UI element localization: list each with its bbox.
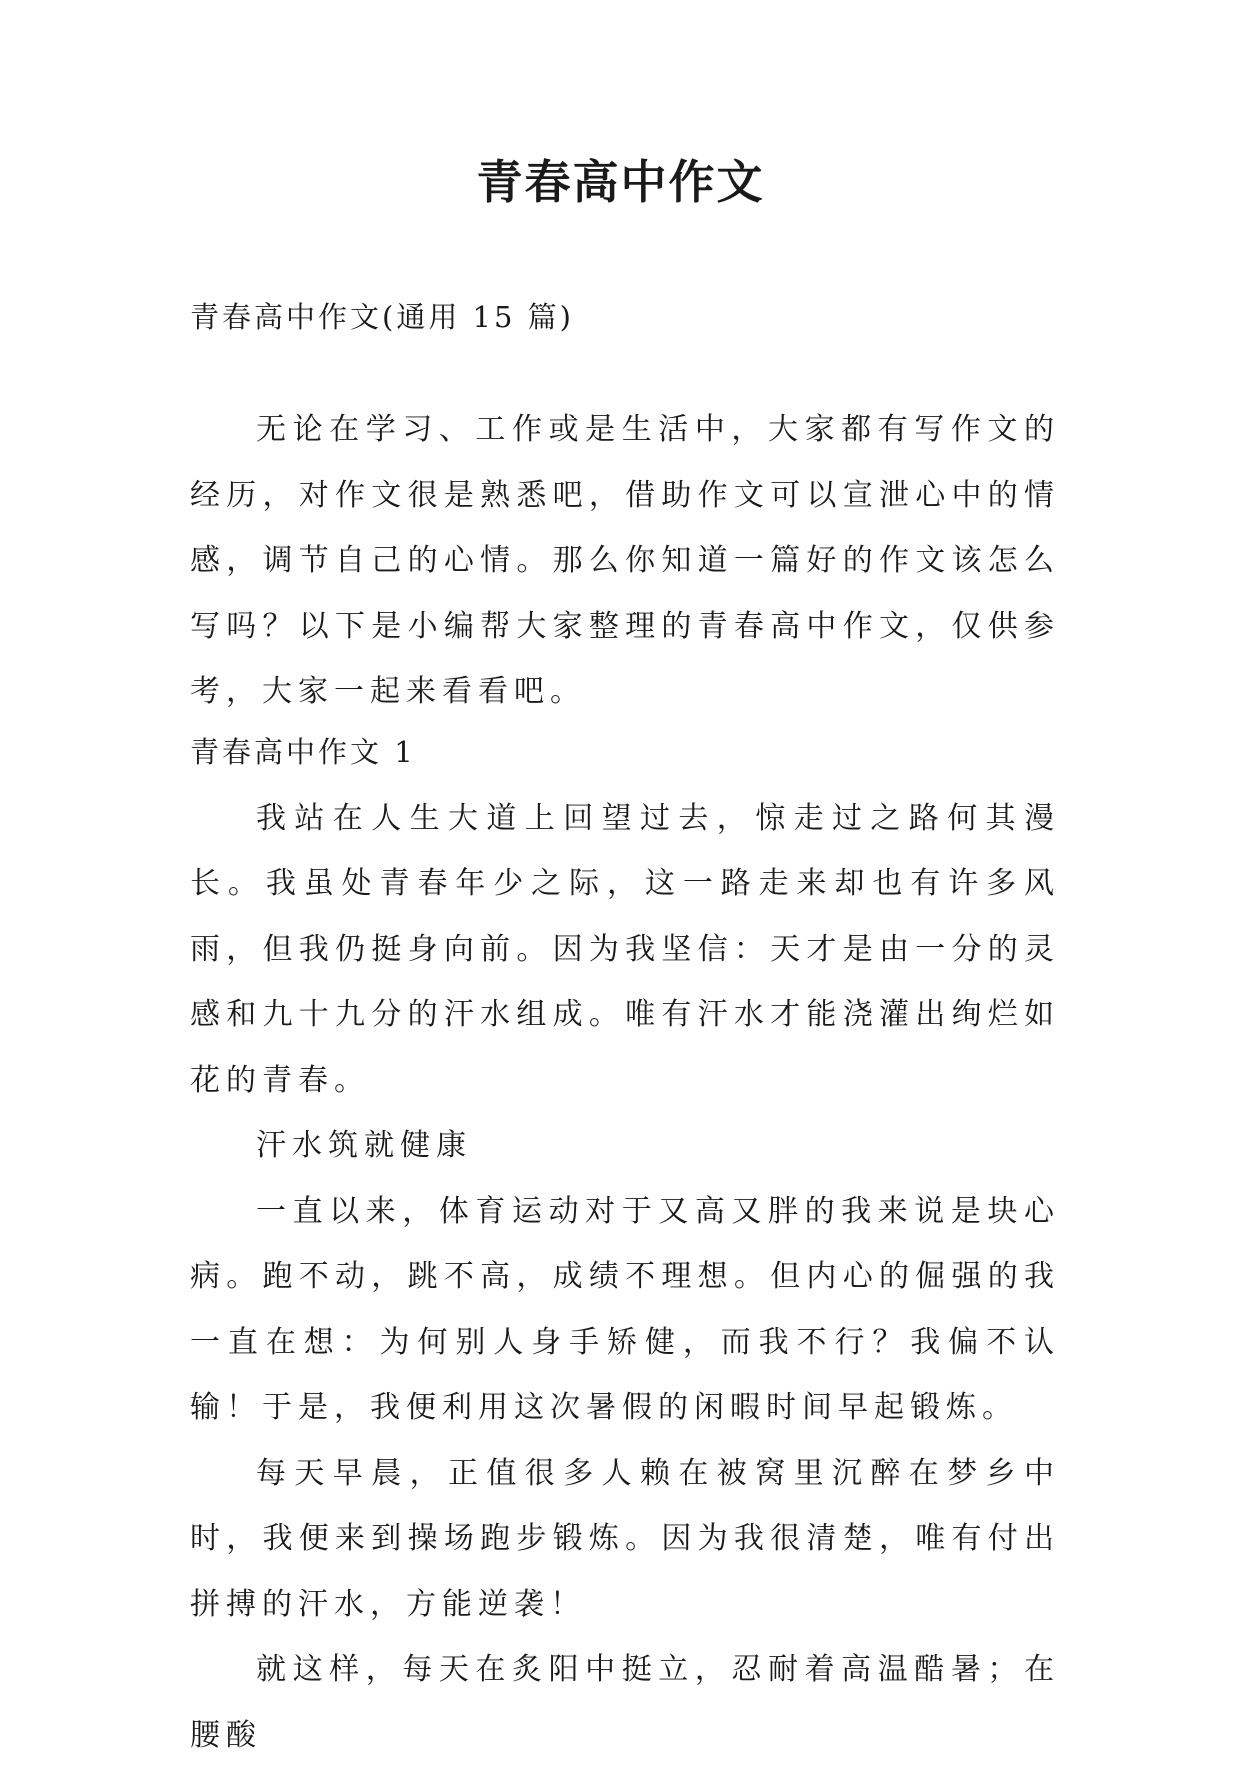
section-heading: 青春高中作文 1 [190, 735, 416, 769]
document-title: 青春高中作文 [476, 155, 765, 209]
section-1 [190, 720, 1060, 1768]
body-paragraph: 我站在人生大道上回望过去，惊走过之路何其漫长。我虽处青春年少之际，这一路走来却也有许多风雨，但我仍挺身向前。因为我坚信：天才是由一分的灵感和九十九分的汗水组成。唯有汗水才能浇灌出绚烂如花的青春。 [190, 800, 1060, 1098]
document-subtitle: 青春高中作文(通用 15 篇) [190, 300, 574, 334]
intro-block [190, 397, 1060, 725]
body-paragraph: 每天早晨，正值很多人赖在被窝里沉醉在梦乡中时，我便来到操场跑步锻炼。因为我很清楚，唯有付出拼搏的汗水，方能逆袭！ [190, 1455, 1060, 1622]
body-paragraph: 就这样，每天在炙阳中挺立，忍耐着高温酷暑；在腰酸 [190, 1652, 1060, 1753]
intro-paragraph: 无论在学习、工作或是生活中，大家都有写作文的经历，对作文很是熟悉吧，借助作文可以宣泄心中的情感，调节自己的心情。那么你知道一篇好的作文该怎么写吗？以下是小编帮大家整理的青春高中作文，仅供参考，大家一起来看看吧。 [190, 412, 1060, 709]
sub-heading: 汗水筑就健康 [256, 1128, 472, 1163]
body-paragraph: 一直以来，体育运动对于又高又胖的我来说是块心病。跑不动，跳不高，成绩不理想。但内心的倔强的我一直在想：为何别人身手矫健，而我不行？我偏不认输！于是，我便利用这次暑假的闲暇时间早起锻炼。 [190, 1193, 1060, 1425]
